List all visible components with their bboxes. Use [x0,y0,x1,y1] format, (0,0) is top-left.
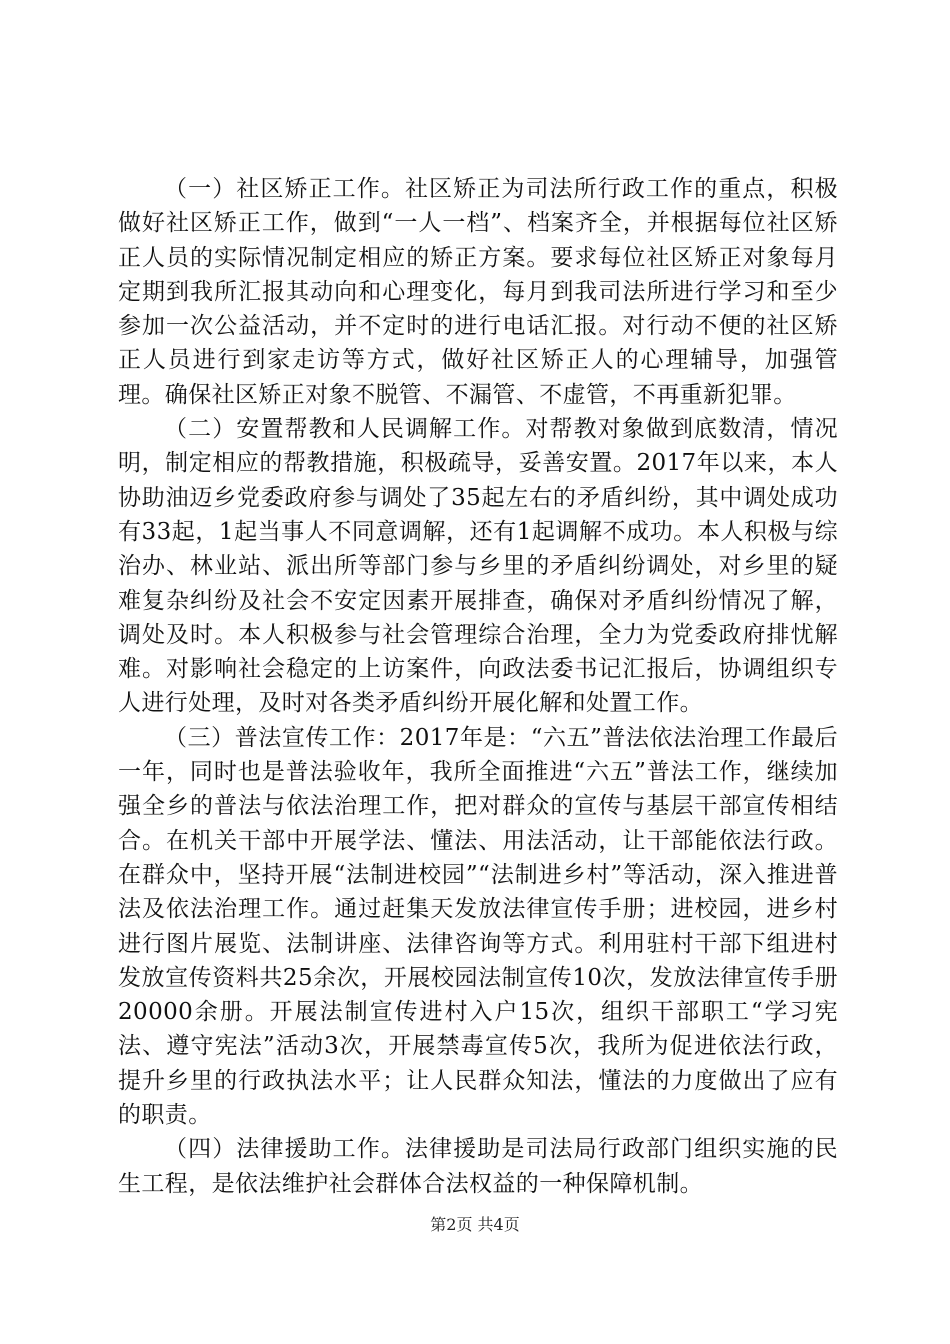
paragraph-legal-aid: （四）法律援助工作。法律援助是司法局行政部门组织实施的民生工程，是依法维护社会群体合法权益的一种保障机制。 [118,1136,838,1197]
document-body [118,172,838,1201]
page-number-footer: 第2页 共4页 [430,1215,520,1234]
paragraph-legal-publicity: （三）普法宣传工作：2017年是：“六五”普法依法治理工作最后一年，同时也是普法验收年，我所全面推进“六五”普法工作，继续加强全乡的普法与依法治理工作，把对群众的宣传与基层干部宣传相结合。在机关干部中开展学法、懂法、用法活动，让干部能依法行政。在群众中，坚持开展“法制进校园”“法制进乡村”等活动，深入推进普法及依法治理工作。通过赶集天发放法律宣传手册；进校园，进乡村进行图片展览、法制讲座、法律咨询等方式。利用驻村干部下组进村发放宣传资料共25余次，开展校园法制宣传10次，发放法律宣传手册20000余册。开展法制宣传进村入户15次，组织干部职工“学习宪法、遵守宪法”活动3次，开展禁毒宣传5次，我所为促进依法行政，提升乡里的行政执法水平；让人民群众知法，懂法的力度做出了应有的职责。 [118,724,838,1129]
paragraph-resettlement-mediation: （二）安置帮教和人民调解工作。对帮教对象做到底数清，情况明，制定相应的帮教措施，积极疏导，妥善安置。2017年以来，本人协助油迈乡党委政府参与调处了35起左右的矛盾纠纷，其中调处成功有33起，1起当事人不同意调解，还有1起调解不成功。本人积极与综治办、林业站、派出所等部门参与乡里的矛盾纠纷调处，对乡里的疑难复杂纠纷及社会不安定因素开展排查，确保对矛盾纠纷情况了解，调处及时。本人积极参与社会管理综合治理，全力为党委政府排忧解难。对影响社会稳定的上访案件，向政法委书记汇报后，协调组织专人进行处理，及时对各类矛盾纠纷开展化解和处置工作。 [118,416,838,717]
paragraph-community-correction: （一）社区矫正工作。社区矫正为司法所行政工作的重点，积极做好社区矫正工作，做到“一人一档”、档案齐全，并根据每位社区矫正人员的实际情况制定相应的矫正方案。要求每位社区矫正对象每月定期到我所汇报其动向和心理变化，每月到我司法所进行学习和至少参加一次公益活动，并不定时的进行电话汇报。对行动不便的社区矫正人员进行到家走访等方式，做好社区矫正人的心理辅导，加强管理。确保社区矫正对象不脱管、不漏管、不虚管，不再重新犯罪。 [118,176,838,408]
